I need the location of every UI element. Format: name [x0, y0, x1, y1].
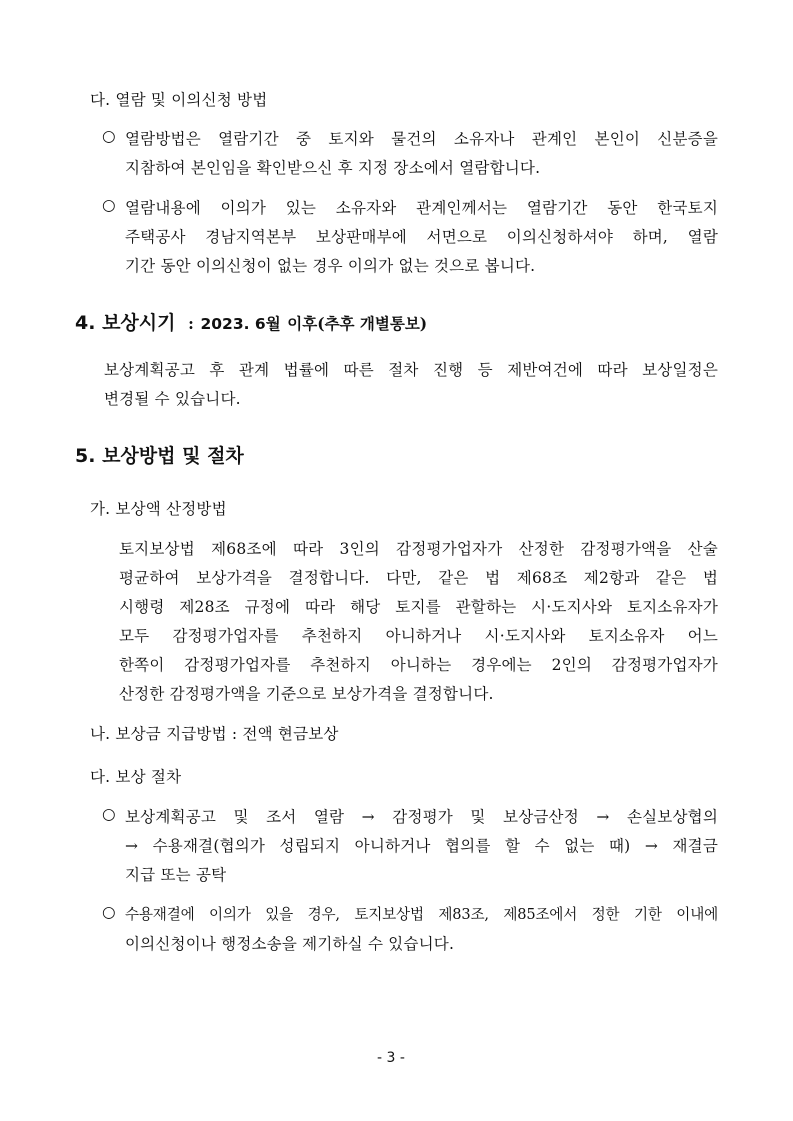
paragraph-line: 지참하여 본인임을 확인받으신 후 지정 장소에서 열람합니다.	[125, 159, 541, 177]
section-heading-5	[75, 441, 244, 468]
section-title: 보상시기	[102, 312, 176, 334]
paragraph-line: 변경될 수 있습니다.	[104, 390, 241, 408]
subheading-viewing-method: 다. 열람 및 이의신청 방법	[90, 91, 268, 109]
compensation-date: 2023. 6월	[200, 315, 281, 333]
section-heading-4	[75, 308, 427, 335]
page-number: - 3 -	[377, 1050, 405, 1066]
paragraph-line: 평균하여 보상가격을 결정합니다. 다만, 같은 법 제68조 제2항과 같은 법	[119, 569, 718, 587]
bullet-circle: ○	[102, 196, 116, 214]
subheading-procedure: 다. 보상 절차	[90, 768, 182, 786]
subheading-valuation-method: 가. 보상액 산정방법	[90, 500, 227, 518]
paragraph-line: 보상계획공고 및 조서 열람 → 감정평가 및 보상금산정 → 손실보상협의	[125, 808, 718, 826]
paragraph-line: 수용재결에 이의가 있을 경우, 토지보상법 제83조, 제85조에서 정한 기한 이내에	[125, 906, 718, 923]
paragraph-line: → 수용재결(협의가 성립되지 아니하거나 협의를 할 수 없는 때) → 재결금	[125, 837, 718, 855]
bullet-circle: ○	[102, 127, 116, 145]
paragraph-line: 지급 또는 공탁	[125, 866, 227, 884]
heading-colon: :	[188, 314, 194, 333]
paragraph-line: 열람방법은 열람기간 중 토지와 물건의 소유자나 관계인 본인이 신분증을	[125, 130, 718, 148]
bullet-circle: ○	[102, 805, 116, 823]
paragraph-line: 주택공사 경남지역본부 보상판매부에 서면으로 이의신청하셔야 하며, 열람	[125, 228, 718, 246]
paragraph-line: 산정한 감정평가액을 기준으로 보상가격을 결정합니다.	[119, 685, 494, 703]
paragraph-line: 기간 동안 이의신청이 없는 경우 이의가 없는 것으로 봅니다.	[125, 257, 536, 275]
paragraph-line: 한쪽이 감정평가업자를 추천하지 아니하는 경우에는 2인의 감정평가업자가	[119, 656, 718, 674]
paragraph-line: 열람내용에 이의가 있는 소유자와 관계인께서는 열람기간 동안 한국토지	[125, 199, 718, 217]
paragraph-line: 시행령 제28조 규정에 따라 해당 토지를 관할하는 시·도지사와 토지소유자가	[119, 598, 718, 616]
bullet-circle: ○	[102, 903, 116, 921]
paragraph-line: 모두 감정평가업자를 추천하지 아니하거나 시·도지사와 토지소유자 어느	[119, 627, 718, 645]
subheading-payment-method: 나. 보상금 지급방법 : 전액 현금보상	[90, 725, 339, 743]
paragraph-line: 이의신청이나 행정소송을 제기하실 수 있습니다.	[125, 935, 455, 953]
section-number: 5.	[75, 445, 96, 467]
paragraph-line: 토지보상법 제68조에 따라 3인의 감정평가업자가 산정한 감정평가액을 산술	[119, 540, 718, 558]
section-number: 4.	[75, 312, 96, 334]
compensation-date-note: 이후(추후 개별통보)	[287, 314, 428, 333]
paragraph-line: 보상계획공고 후 관계 법률에 따른 절차 진행 등 제반여건에 따라 보상일정은	[104, 361, 718, 379]
section-title: 보상방법 및 절차	[102, 445, 244, 467]
